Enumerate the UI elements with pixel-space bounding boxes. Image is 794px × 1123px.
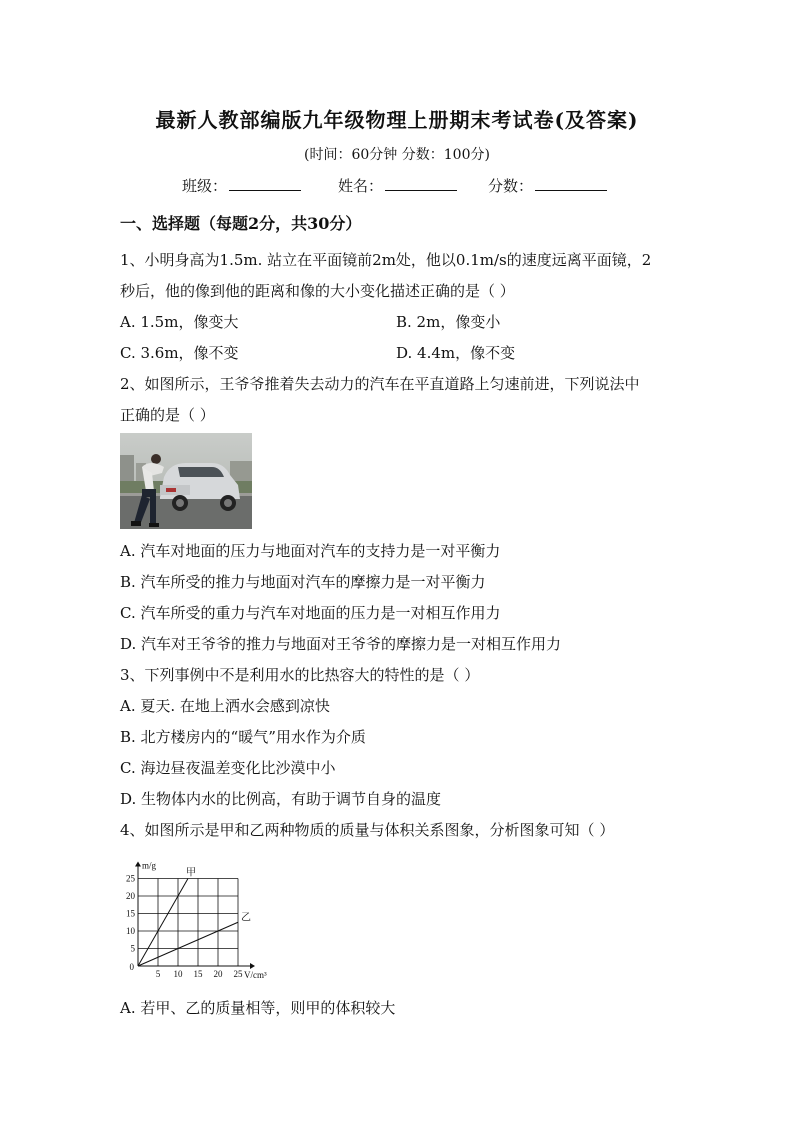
name-field <box>338 175 457 196</box>
series-jia-line <box>138 879 188 967</box>
section-heading: 一、选择题（每题2分，共30分） <box>120 214 362 233</box>
graph-grid <box>138 879 238 967</box>
q2-option-b[interactable]: B. 汽车所受的推力与地面对汽车的摩擦力是一对平衡力 <box>120 573 486 591</box>
series-yi-label: 乙 <box>241 912 251 924</box>
x-axis-label: V/cm³ <box>244 970 267 980</box>
y-tick-label: 10 <box>126 926 135 936</box>
class-field <box>182 175 301 196</box>
q2-option-a[interactable]: A. 汽车对地面的压力与地面对汽车的支持力是一对平衡力 <box>120 542 501 560</box>
x-tick-label: 15 <box>193 969 203 979</box>
x-tick-label: 5 <box>155 969 161 979</box>
q2-stem-line1: 2、如图所示，王爷爷推着失去动力的汽车在平直道路上匀速前进，下列说法中 <box>120 375 640 393</box>
exam-time-score: (时间：60分钟 分数：100分) <box>304 147 490 163</box>
mass-volume-graph <box>118 856 278 980</box>
name-label: 姓名： <box>338 177 384 195</box>
origin-label: 0 <box>129 962 134 972</box>
q4-option-a[interactable]: A. 若甲、乙的质量相等，则甲的体积较大 <box>120 999 396 1017</box>
y-tick-label: 25 <box>126 873 135 884</box>
q1-option-b[interactable]: B. 2m，像变小 <box>396 313 501 331</box>
q2-option-c[interactable]: C. 汽车所受的重力与汽车对地面的压力是一对相互作用力 <box>120 604 501 622</box>
q2-option-d[interactable]: D. 汽车对王爷爷的推力与地面对王爷爷的摩擦力是一对相互作用力 <box>120 635 562 653</box>
x-tick-label: 10 <box>173 969 183 979</box>
class-label: 班级： <box>182 177 228 195</box>
q1-stem-line2: 秒后，他的像到他的距离和像的大小变化描述正确的是（ ） <box>120 282 515 300</box>
score-blank[interactable] <box>535 176 607 191</box>
name-blank[interactable] <box>385 176 457 191</box>
y-axis-label: m/g <box>142 860 157 871</box>
series-yi-line <box>138 922 238 966</box>
series-jia-label: 甲 <box>186 867 196 879</box>
car-pushing-photo <box>120 433 252 529</box>
q4-stem: 4、如图所示是甲和乙两种物质的质量与体积关系图象，分析图象可知（ ） <box>120 821 615 839</box>
y-tick-label: 5 <box>130 943 135 954</box>
y-tick-label: 15 <box>126 908 135 919</box>
q1-stem-line1: 1、小明身高为1.5m. 站立在平面镜前2m处，他以0.1m/s的速度远离平面镜，2 <box>120 251 652 269</box>
q3-option-c[interactable]: C. 海边昼夜温差变化比沙漠中小 <box>120 759 336 777</box>
x-axis-arrow <box>250 963 255 969</box>
q1-option-d[interactable]: D. 4.4m，像不变 <box>396 344 516 362</box>
x-tick-label: 20 <box>213 969 223 979</box>
x-tick-label: 25 <box>233 969 243 979</box>
q3-option-b[interactable]: B. 北方楼房内的“暖气”用水作为介质 <box>120 728 366 746</box>
y-axis-arrow <box>135 862 141 867</box>
q2-stem-line2: 正确的是（ ） <box>120 406 215 424</box>
y-tick-label: 20 <box>126 891 135 901</box>
q1-option-a[interactable]: A. 1.5m，像变大 <box>120 313 239 331</box>
score-field <box>488 175 607 196</box>
class-blank[interactable] <box>229 176 301 191</box>
q3-option-a[interactable]: A. 夏天. 在地上洒水会感到凉快 <box>120 697 330 715</box>
q3-option-d[interactable]: D. 生物体内水的比例高，有助于调节自身的温度 <box>120 790 442 808</box>
page-title: 最新人教部编版九年级物理上册期末考试卷(及答案) <box>155 108 639 132</box>
score-label: 分数： <box>488 177 534 195</box>
q3-stem: 3、下列事例中不是利用水的比热容大的特性的是（ ） <box>120 666 480 684</box>
q1-option-c[interactable]: C. 3.6m，像不变 <box>120 344 239 362</box>
